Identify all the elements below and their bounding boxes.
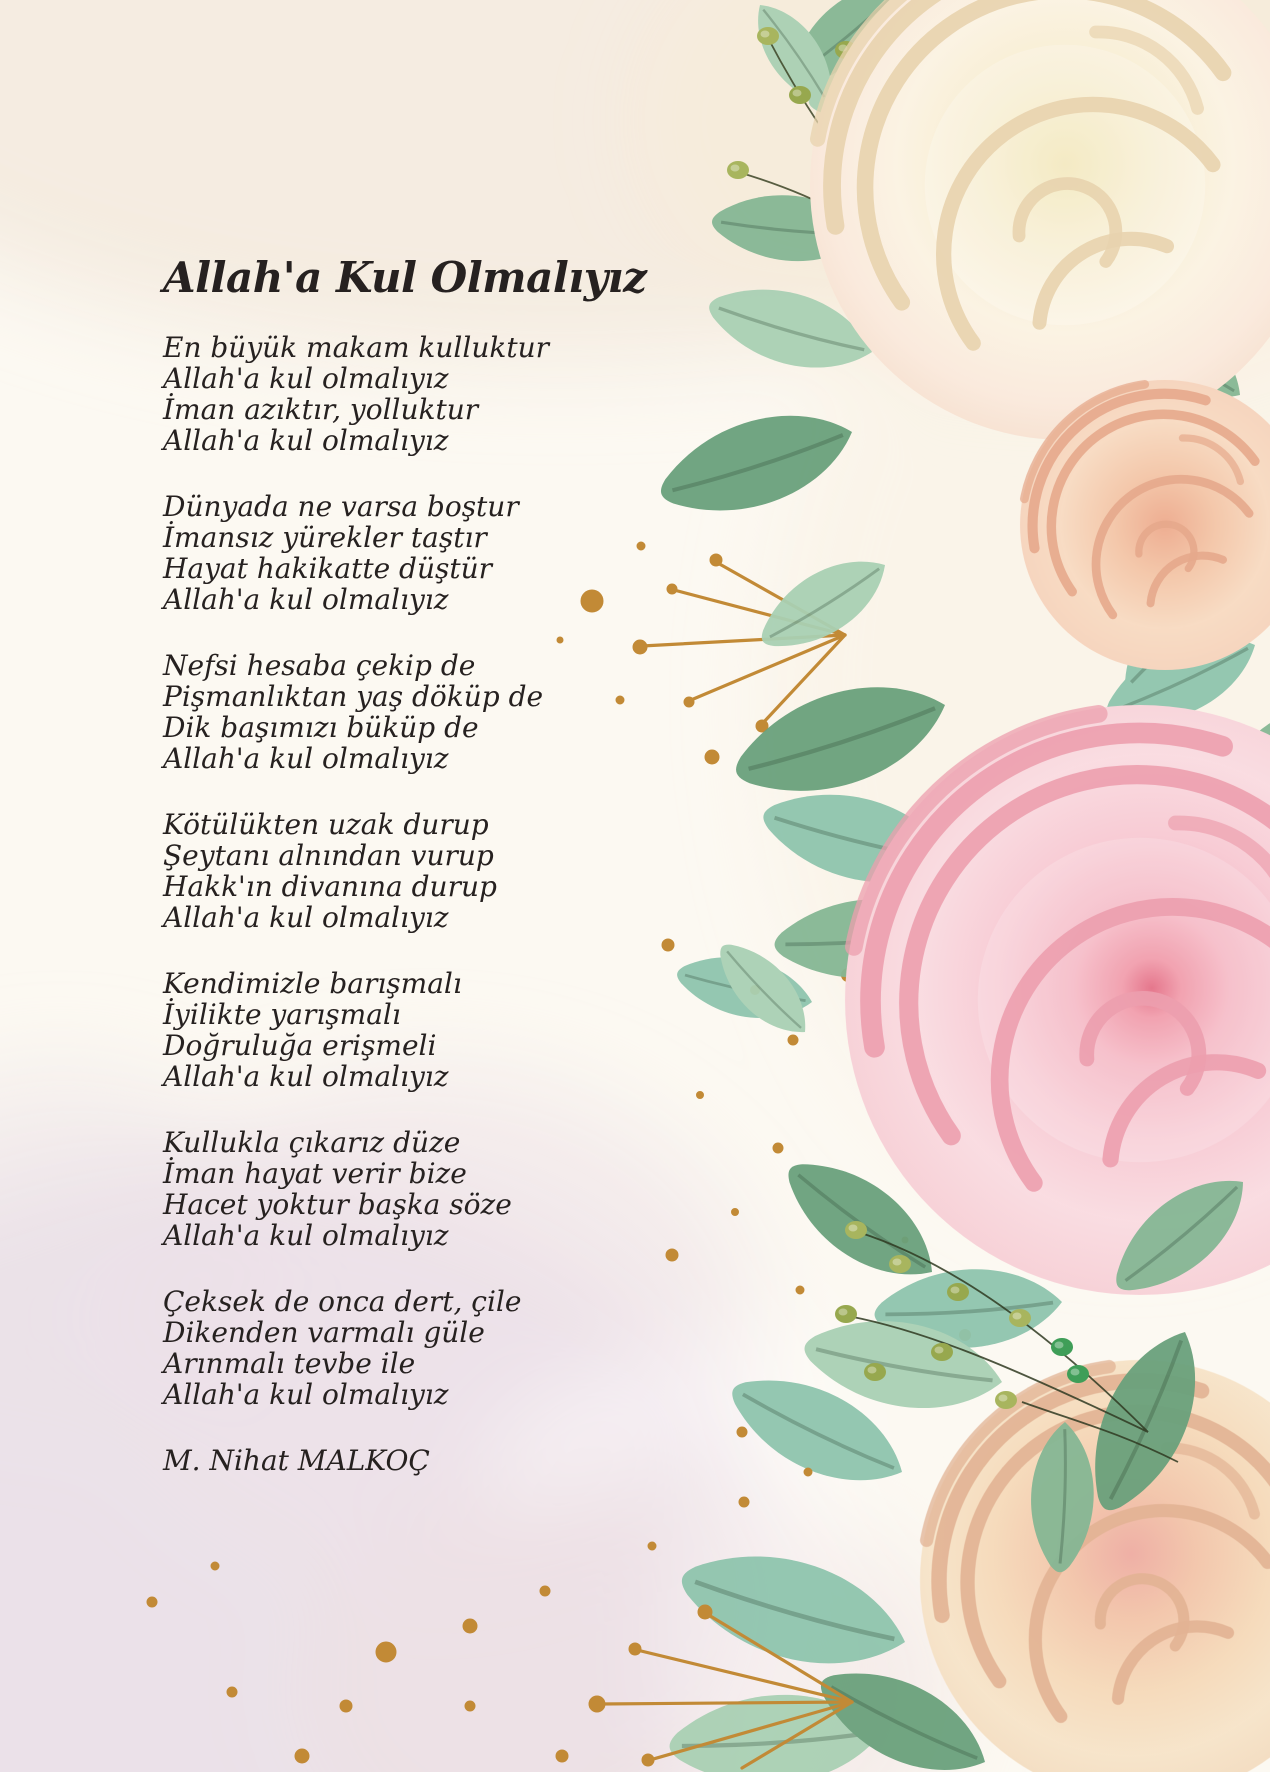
poem-line: Dünyada ne varsa boştur bbox=[163, 490, 519, 524]
poem-line: İmansız yürekler taştır bbox=[163, 521, 487, 555]
poem-line: Allah'a kul olmalıyız bbox=[163, 362, 449, 396]
poem-line: Allah'a kul olmalıyız bbox=[163, 901, 449, 935]
poem-line: Allah'a kul olmalıyız bbox=[163, 1219, 449, 1253]
poem-line: Nefsi hesaba çekip de bbox=[163, 649, 476, 683]
poem-line: En büyük makam kulluktur bbox=[163, 331, 549, 365]
poem-line: Doğruluğa erişmeli bbox=[163, 1029, 437, 1063]
poem-line: Hacet yoktur başka söze bbox=[163, 1188, 512, 1222]
poem-title: Allah'a Kul Olmalıyız bbox=[163, 253, 647, 302]
poem-line: İman hayat verir bize bbox=[163, 1157, 467, 1191]
poem-line: Arınmalı tevbe ile bbox=[163, 1347, 416, 1381]
poem-line: Şeytanı alnından vurup bbox=[163, 839, 494, 873]
poem-stanza bbox=[163, 1127, 703, 1251]
poem-line: Çeksek de onca dert, çile bbox=[163, 1285, 522, 1319]
poem-stanza bbox=[163, 1286, 703, 1410]
poem-line: Kendimizle barışmalı bbox=[163, 967, 462, 1001]
poem-line: Allah'a kul olmalıyız bbox=[163, 1378, 449, 1412]
poem-line: Dikenden varmalı güle bbox=[163, 1316, 485, 1350]
poem-stanza bbox=[163, 809, 703, 933]
poem-line: İyilikte yarışmalı bbox=[163, 998, 401, 1032]
poem-line: Kötülükten uzak durup bbox=[163, 808, 489, 842]
poem-stanza bbox=[163, 332, 703, 456]
poem-line: Allah'a kul olmalıyız bbox=[163, 583, 449, 617]
poem-text-block bbox=[163, 253, 703, 1504]
poem-line: Allah'a kul olmalıyız bbox=[163, 424, 449, 458]
poem-stanza bbox=[163, 650, 703, 774]
poem-line: Hakk'ın divanına durup bbox=[163, 870, 497, 904]
poem-line: Allah'a kul olmalıyız bbox=[163, 742, 449, 776]
poem-line: Allah'a kul olmalıyız bbox=[163, 1060, 449, 1094]
poem-line: Dik başımızı büküp de bbox=[163, 711, 479, 745]
poem-author: M. Nihat MALKOÇ bbox=[163, 1444, 430, 1478]
poem-line: Kullukla çıkarız düze bbox=[163, 1126, 461, 1160]
poem-line: Hayat hakikatte düştür bbox=[163, 552, 493, 586]
poem-line: Pişmanlıktan yaş döküp de bbox=[163, 680, 544, 714]
poem-stanza bbox=[163, 968, 703, 1092]
poem-stanza bbox=[163, 491, 703, 615]
poem-line: İman azıktır, yolluktur bbox=[163, 393, 479, 427]
